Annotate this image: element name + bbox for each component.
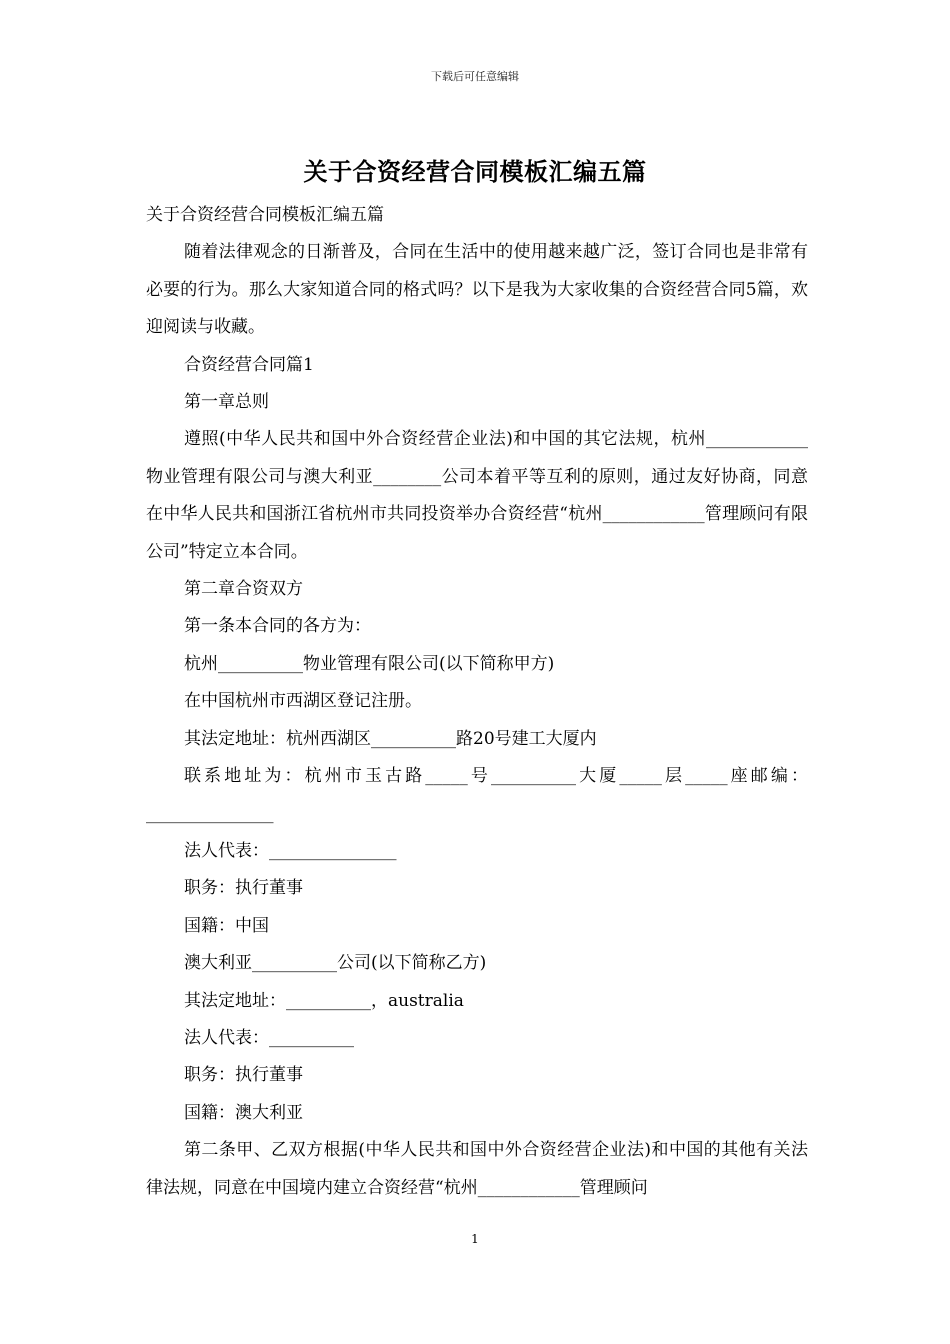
party-a-contact-address: 联系地址为：杭州市玉古路_____号__________大厦_____层_____座邮编：_______________ [146, 766, 808, 824]
contract-heading: 合资经营合同篇1 [184, 354, 314, 375]
chapter-heading-1: 第一章总则 [184, 392, 269, 413]
party-b-name: 澳大利亚__________公司(以下简称乙方) [184, 953, 487, 974]
party-a-nationality: 国籍：中国 [184, 915, 269, 936]
party-b-position: 职务：执行董事 [184, 1065, 303, 1086]
document-title: 关于合资经营合同模板汇编五篇 [303, 157, 647, 186]
chapter-heading-2: 第二章合资双方 [184, 579, 303, 600]
party-b-legal-address: 其法定地址：__________，australia [184, 990, 464, 1011]
subtitle-line: 关于合资经营合同模板汇编五篇 [146, 205, 384, 225]
party-b-legal-rep: 法人代表：__________ [184, 1027, 354, 1048]
party-a-legal-address: 其法定地址：杭州西湖区__________路20号建工大厦内 [184, 728, 597, 749]
party-a-legal-rep: 法人代表：_______________ [184, 840, 397, 861]
party-b-nationality: 国籍：澳大利亚 [184, 1102, 303, 1123]
header-note: 下载后可任意编辑 [431, 70, 519, 83]
page-number: 1 [471, 1232, 479, 1246]
party-a-name: 杭州__________物业管理有限公司(以下简称甲方) [184, 653, 555, 674]
article-2-paragraph: 第二条甲、乙双方根据(中华人民共和国中外合资经营企业法)和中国的其他有关法律法规，同意在中国境内建立合资经营“杭州____________管理顾问 [146, 1140, 808, 1198]
party-a-registration: 在中国杭州市西湖区登记注册。 [184, 691, 422, 712]
article-1-heading: 第一条本合同的各方为： [184, 616, 371, 637]
chapter-1-paragraph: 遵照(中华人民共和国中外合资经营企业法)和中国的其它法规，杭州____________物业管理有限公司与澳大利亚________公司本着平等互利的原则，通过友好协商，同意在中华人民共和国浙江省杭州市共同投资举办合资经营“杭州____________管理顾问有限公司”特定立本合同。 [146, 429, 808, 562]
intro-paragraph: 随着法律观念的日渐普及，合同在生活中的使用越来越广泛，签订合同也是非常有必要的行为。那么大家知道合同的格式吗？以下是我为大家收集的合资经营合同5篇，欢迎阅读与收藏。 [146, 242, 808, 338]
document-body [146, 197, 808, 1207]
party-a-position: 职务：执行董事 [184, 878, 303, 899]
